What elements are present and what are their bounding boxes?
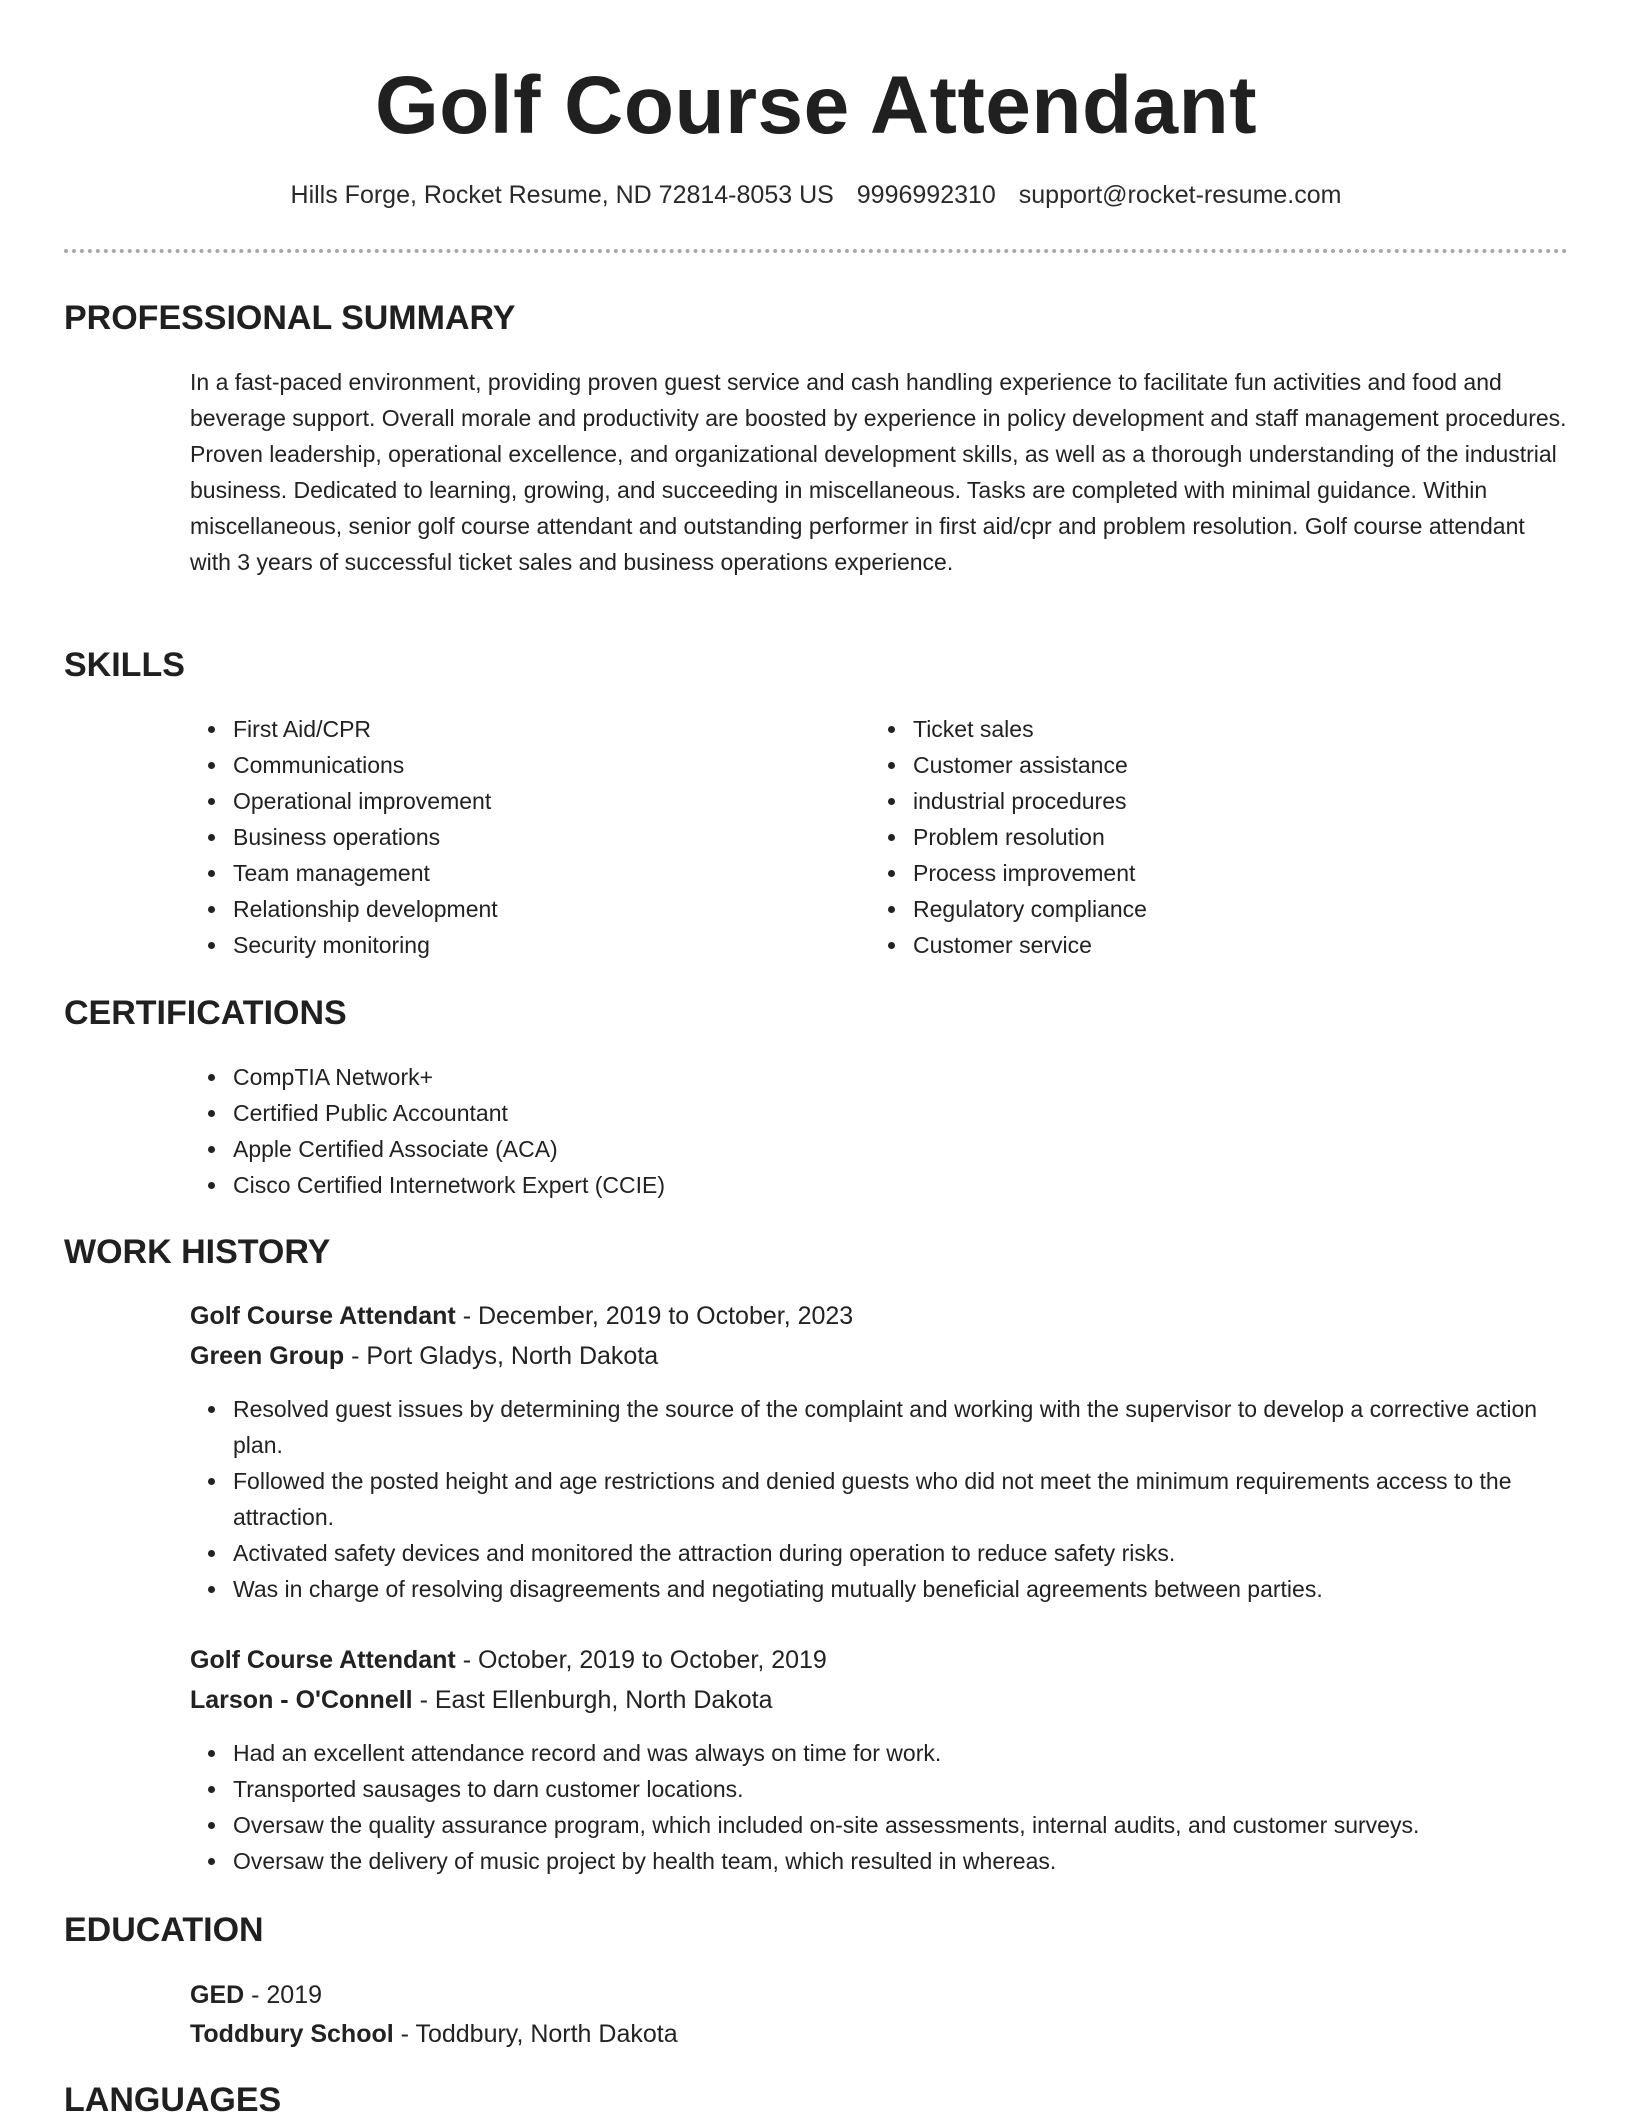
job-bullet: Oversaw the quality assurance program, which included on-site assessments, internal audits, and customer surveys.	[190, 1807, 1570, 1843]
job-bullets	[190, 1735, 1570, 1879]
skill-item: Relationship development	[190, 891, 498, 927]
skill-item: Process improvement	[870, 855, 1147, 891]
skill-item: First Aid/CPR	[190, 711, 498, 747]
job-bullet: Resolved guest issues by determining the source of the complaint and working with the supervisor to develop a corrective action plan.	[190, 1391, 1570, 1463]
certification-item: Apple Certified Associate (ACA)	[190, 1131, 665, 1167]
header-divider	[64, 249, 1568, 253]
skills-title: SKILLS	[64, 646, 185, 684]
job-bullets	[190, 1391, 1570, 1607]
job-company-line	[190, 1336, 658, 1376]
job-company: Larson - O'Connell	[190, 1686, 413, 1714]
skill-item: Problem resolution	[870, 819, 1147, 855]
education-degree-line	[190, 1975, 322, 2015]
certifications-title: CERTIFICATIONS	[64, 994, 347, 1032]
skill-item: Customer service	[870, 927, 1147, 963]
skill-item: Ticket sales	[870, 711, 1147, 747]
job-bullet: Followed the posted height and age restrictions and denied guests who did not meet the minimum requirements access to the attraction.	[190, 1463, 1570, 1535]
job-role: Golf Course Attendant	[190, 1302, 456, 1330]
summary-text: In a fast-paced environment, providing proven guest service and cash handling experience to facilitate fun activities and food and beverage support. Overall morale and productivity are boosted by experience in policy development and staff management procedures. Proven leadership, operational excellence, and organizational development skills, as well as a thorough understanding of the industrial business. Dedicated to learning, growing, and succeeding in miscellaneous. Tasks are completed with minimal guidance. Within miscellaneous, senior golf course attendant and outstanding performer in first aid/cpr and problem resolution. Golf course attendant with 3 years of successful ticket sales and business operations experience.	[190, 369, 1567, 575]
skill-item: Team management	[190, 855, 498, 891]
job-role: Golf Course Attendant	[190, 1646, 456, 1674]
skills-list-right	[870, 711, 1147, 963]
education-year: - 2019	[244, 1981, 323, 2009]
skill-item: Operational improvement	[190, 783, 498, 819]
job-company-line	[190, 1680, 773, 1720]
skill-item: Communications	[190, 747, 498, 783]
job-dates: - December, 2019 to October, 2023	[455, 1302, 854, 1330]
education-location: - Toddbury, North Dakota	[393, 2020, 678, 2048]
contact-email[interactable]: support@rocket-resume.com	[1018, 181, 1342, 209]
education-school: Toddbury School	[190, 2020, 394, 2048]
job-title-line	[190, 1296, 853, 1336]
job-bullet: Oversaw the delivery of music project by health team, which resulted in whereas.	[190, 1843, 1570, 1879]
job-bullet: Had an excellent attendance record and was always on time for work.	[190, 1735, 1570, 1771]
certification-item: CompTIA Network+	[190, 1059, 665, 1095]
education-degree: GED	[190, 1981, 245, 2009]
skill-item: industrial procedures	[870, 783, 1147, 819]
certification-item: Certified Public Accountant	[190, 1095, 665, 1131]
job-bullet: Was in charge of resolving disagreements and negotiating mutually beneficial agreements between parties.	[190, 1571, 1570, 1607]
job-location: - Port Gladys, North Dakota	[344, 1342, 659, 1370]
work-history-title: WORK HISTORY	[64, 1233, 331, 1271]
contact-phone: 9996992310	[856, 181, 996, 209]
certifications-list	[190, 1059, 665, 1203]
education-school-line	[190, 2014, 678, 2054]
resume-page	[64, 0, 1568, 2119]
skills-list-left	[190, 711, 498, 963]
job-bullet: Transported sausages to darn customer locations.	[190, 1771, 1570, 1807]
job-bullet: Activated safety devices and monitored the attraction during operation to reduce safety risks.	[190, 1535, 1570, 1571]
contact-line	[64, 180, 1568, 210]
job-title-line	[190, 1640, 827, 1680]
contact-address: Hills Forge, Rocket Resume, ND 72814-8053 US	[290, 181, 834, 209]
skill-item: Regulatory compliance	[870, 891, 1147, 927]
certification-item: Cisco Certified Internetwork Expert (CCIE)	[190, 1167, 665, 1203]
job-dates: - October, 2019 to October, 2019	[455, 1646, 827, 1674]
job-location: - East Ellenburgh, North Dakota	[412, 1686, 773, 1714]
candidate-name: Golf Course Attendant	[374, 60, 1258, 151]
skill-item: Customer assistance	[870, 747, 1147, 783]
skill-item: Business operations	[190, 819, 498, 855]
education-title: EDUCATION	[64, 1911, 264, 1949]
summary-title: PROFESSIONAL SUMMARY	[64, 299, 516, 337]
skill-item: Security monitoring	[190, 927, 498, 963]
job-company: Green Group	[190, 1342, 345, 1370]
languages-title: LANGUAGES	[64, 2081, 282, 2119]
